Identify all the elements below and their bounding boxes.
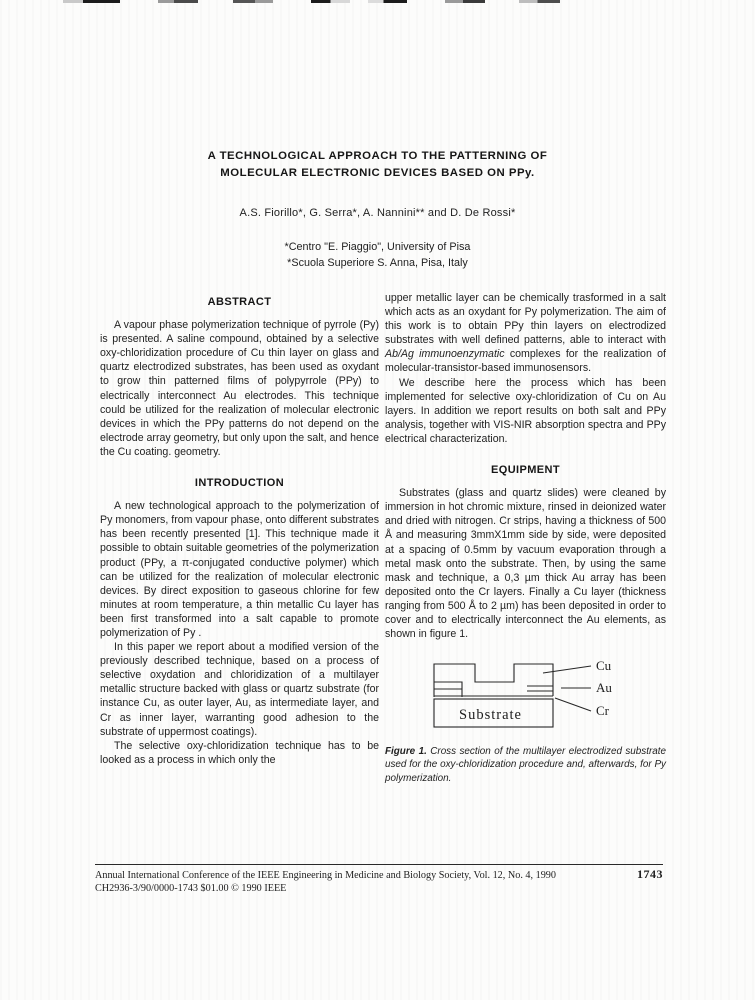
copyright-line: CH2936-3/90/0000-1743 $01.00 © 1990 IEEE: [95, 883, 287, 894]
abstract-heading: ABSTRACT: [207, 296, 272, 308]
cr-leader-line: [555, 698, 591, 711]
affiliation-line1: *Centro "E. Piaggio", University of Pisa: [284, 241, 471, 253]
body-paragraph-continued: [385, 291, 666, 376]
scan-artifact-dash: [445, 0, 485, 3]
figure-1-diagram: [415, 655, 666, 735]
left-column: [100, 295, 379, 767]
introduction-heading: INTRODUCTION: [194, 477, 285, 490]
page-number: 1743: [637, 867, 663, 881]
figure-caption-label: Figure 1.: [385, 746, 427, 758]
cr-label: Cr: [596, 703, 609, 719]
abstract-paragraph: A vapour phase polymerization technique of pyrrole (Py) is presented. A saline compound, obtained by a selective oxy-chloridization procedure of Cu thin layer on glass and quartz electrodized substrates, has been used as oxydant to grow thin patterned films of polypyrrole (PPy) to electrically interconnect Au electrodes. This technique could be utilized for the realization of molecular electronic devices in which the PPy patterns do not depend on the electrode array geometry, but only upon the salt, and hence the Cu coating. geometry.: [100, 319, 379, 458]
page-footer: [95, 864, 663, 894]
body-text: complexes for the realization of molecular-transistor-based immunosensors.: [385, 348, 666, 375]
body-paragraph-2: We describe here the process which has been implemented for selective oxy-chloridization of Cu on Au layers. In addition we report results on both salt and PPy analysis, together with VIS-NIR absorption spectra and PPy electrical characterization.: [385, 376, 666, 445]
conference-citation: Annual International Conference of the IEEE Engineering in Medicine and Biology Society, Vol. 12, No. 4, 1990: [95, 870, 556, 881]
footer-line1: [95, 867, 663, 882]
introduction-paragraph-1: A new technological approach to the polymerization of Py monomers, from vapour phase, onto different substrates has been recently presented [1]. This technique made it possible to obtain suitable geometries of the polymerization product (PPy, a π-conjugated conductive polymer) which can be utilized for the realization of molecular electronic devices. By direct exposition to gaseous chlorine for few minutes at room temperature, a thin metallic Cu layer has been first transformed into a salt capable to promote polymerization of Py .: [100, 500, 379, 639]
scan-artifact-dash: [158, 0, 198, 3]
cu-layer-outline: [434, 664, 553, 697]
right-column: [385, 291, 666, 785]
scan-artifact-dash: [63, 0, 120, 3]
body-text: upper metallic layer can be chemically trasformed in a salt which acts as an oxydant for Py polymerization. The aim of this work is to obtain PPy thin layers on electrodized substrates with well defined patterns, able to interact with: [385, 292, 666, 347]
affiliation-line2: *Scuola Superiore S. Anna, Pisa, Italy: [287, 256, 468, 269]
scan-artifact-dash: [519, 0, 560, 3]
figure-caption-text: Cross section of the multilayer electrodized substrate used for the oxy-chloridization procedure and, afterwards, for Py polymerization.: [385, 746, 666, 784]
introduction-paragraph-3: The selective oxy-chloridization technique has to be looked as a process in which only the: [100, 739, 379, 766]
scan-artifact-dash: [233, 0, 273, 3]
au-layer-lines: [527, 682, 553, 696]
introduction-paragraph-2: In this paper we report about a modified version of the previously described technique, based on a process of selective oxydation and chloridization of a multilayer metallic structure backed with glass or quartz substrate (for instance Cu, as outer layer, Au, as intermediate layer, and Cr as inner layer, warranting good adhesion to the substrate of uppermost coatings).: [100, 641, 379, 738]
body-text-italic: Ab/Ag immunoenzymatic: [385, 348, 505, 361]
scan-artifact-dash: [311, 0, 350, 3]
scan-artifact-dash: [368, 0, 407, 3]
au-label: Au: [596, 680, 612, 696]
substrate-label: Substrate: [459, 707, 522, 724]
equipment-heading: EQUIPMENT: [491, 464, 560, 477]
authors-line: A.S. Fiorillo*, G. Serra*, A. Nannini** and D. De Rossi*: [239, 207, 516, 219]
cu-leader-line: [543, 666, 591, 673]
figure-1-caption: [385, 745, 666, 785]
cross-section-drawing: [415, 655, 645, 735]
paper-title-line1: A TECHNOLOGICAL APPROACH TO THE PATTERNING OF: [207, 150, 548, 162]
paper-title-line2: MOLECULAR ELECTRONIC DEVICES BASED ON PPy.: [220, 167, 535, 179]
paper-title: [120, 148, 635, 182]
cu-label: Cu: [596, 658, 612, 674]
equipment-paragraph: Substrates (glass and quartz slides) were cleaned by immersion in hot chromic mixture, rinsed in deionized water and dried with nitrogen. Cr strips, having a thickness of 500 Å and measuring 3mmX1mm side by side, were deposited at a spacing of 0.5mm by vacuum evaporation through a metal mask onto the substrate. Then, by using the same mask and technique, a 0,3 µm thick Au array has been deposited onto the Cr layers. Finally a Cu layer (thickness ranging from 500 Å to 2 µm) has been deposited in order to cover and to electrically interconnect the Au elements, as shown in figure 1.: [385, 487, 666, 641]
affiliations: [120, 240, 635, 271]
